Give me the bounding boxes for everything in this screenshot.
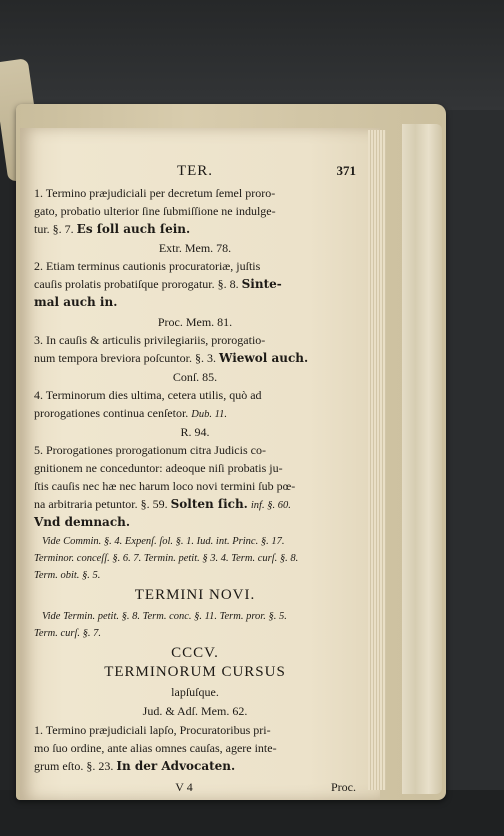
cross-reference: Vide Termin. petit. §. 8. Term. conc. §. 11. Term. pror. §. 5.: [42, 611, 287, 622]
section-heading: TERMINI NOVI.: [134, 587, 256, 603]
book: [6, 104, 446, 804]
text-line: 2. Etiam terminus cautionis procuratoriæ, juſtis: [34, 259, 261, 273]
text-line: num tempora breviora poſcuntor. §. 3. Wiewol auch.: [34, 351, 309, 365]
text-line: gnitionem ne conceduntor: adeoque niſi probatis ju-: [34, 461, 283, 475]
running-head: TER.: [176, 163, 214, 179]
printed-page: [20, 128, 380, 800]
cross-reference: Terminor. conceſſ. §. 6. 7. Termin. petit. § 3. 4. Term. curſ. §. 8.: [34, 553, 299, 564]
section-reference: Proc. Mem. 81.: [157, 315, 233, 329]
text-line: gato, probatio ulterior ſine ſubmiſſione ne indulge-: [34, 204, 276, 218]
page-edges: [368, 130, 386, 790]
text-line: 1. Termino præjudiciali per decretum ſemel proro-: [34, 186, 276, 200]
text-line: mal auch in.: [34, 295, 118, 309]
section-reference: Jud. & Adſ. Mem. 62.: [142, 704, 248, 718]
text-line: Vnd demnach.: [34, 515, 131, 529]
text-line: 3. In cauſis & articulis privilegiariis, prorogatio-: [34, 333, 266, 347]
page-number: 371: [336, 163, 356, 178]
text-line: na arbitraria petuntor. §. 59. Solten ſich. inf. §. 60.: [34, 497, 291, 511]
text-line: 4. Terminorum dies ultima, cetera utilis, quò ad: [34, 388, 262, 402]
text-line: 1. Termino præjudiciali lapſo, Procuratoribus pri-: [34, 723, 271, 737]
cross-reference: Term. obit. §. 5.: [34, 570, 101, 581]
text-line: grum eſto. §. 23. In der Advocaten.: [34, 759, 236, 773]
section-heading: TERMINORUM CURSUS: [104, 664, 286, 680]
text-line: 5. Prorogationes prorogationum citra Judicis co-: [34, 443, 266, 457]
dark-background-top: [0, 0, 504, 110]
text-line: ſtis cauſis nec hæ nec harum loco novi termini ſub pœ-: [34, 479, 296, 493]
section-number: CCCV.: [171, 645, 219, 661]
text-line: tur. §. 7. Es ſoll auch ſein.: [34, 222, 191, 236]
catchword: Proc.: [331, 780, 356, 794]
section-reference: Extr. Mem. 78.: [158, 241, 232, 255]
cross-reference: Term. curſ. §. 7.: [34, 628, 101, 639]
cover-fore-edge: [402, 124, 442, 794]
text-line: prorogationes continua cenſetor. Dub. 11.: [34, 406, 227, 420]
cross-reference: Vide Commin. §. 4. Expenſ. ſol. §. 1. Iud. int. Princ. §. 17.: [42, 536, 285, 547]
text-line: cauſis prolatis probatiſque prorogatur. §. 8. Sinte-: [34, 277, 282, 291]
signature-mark: V 4: [175, 780, 193, 794]
section-reference: Conſ. 85.: [172, 370, 218, 384]
text-line: mo ſuo ordine, ante alias omnes cauſas, agere inte-: [34, 741, 277, 755]
section-subheading: lapſuſque.: [171, 685, 219, 699]
section-reference: R. 94.: [180, 425, 210, 439]
